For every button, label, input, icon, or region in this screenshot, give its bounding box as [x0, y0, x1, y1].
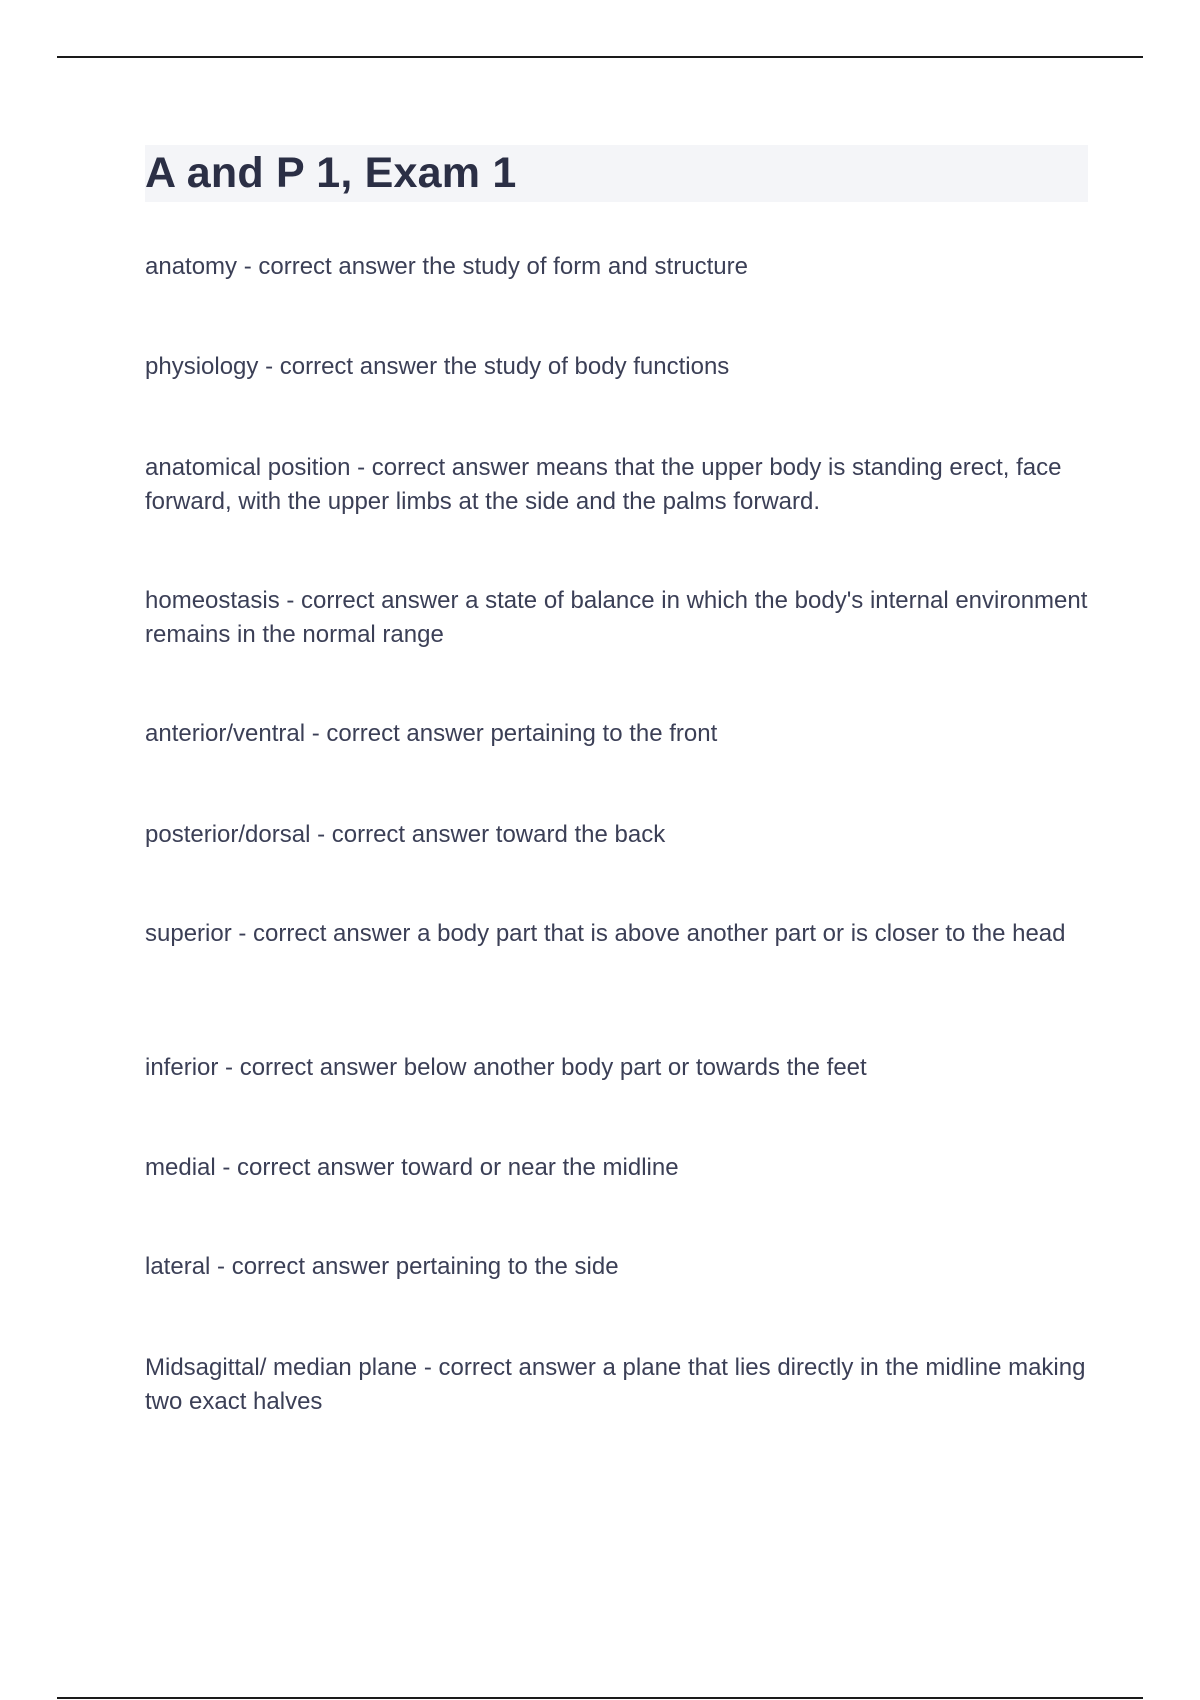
flashcard-entry: physiology - correct answer the study of body functions	[145, 353, 730, 380]
flashcard-entry: homeostasis - correct answer a state of balance in which the body's internal environment remains in the normal range	[145, 587, 1088, 648]
flashcard-entry: anterior/ventral - correct answer pertaining to the front	[145, 720, 718, 747]
flashcard-entry: inferior - correct answer below another body part or towards the feet	[145, 1054, 867, 1081]
document-title: A and P 1, Exam 1	[145, 149, 517, 197]
flashcard-entry: Midsagittal/ median plane - correct answer a plane that lies directly in the midline making two exact halves	[145, 1354, 1086, 1415]
flashcard-entry: anatomy - correct answer the study of form and structure	[145, 253, 748, 280]
flashcard-entry: medial - correct answer toward or near the midline	[145, 1154, 679, 1181]
top-rule	[57, 56, 1143, 58]
flashcard-entry: lateral - correct answer pertaining to the side	[145, 1253, 619, 1280]
flashcard-entry: posterior/dorsal - correct answer toward the back	[145, 821, 666, 848]
flashcard-entry: anatomical position - correct answer means that the upper body is standing erect, face forward, with the upper limbs at the side and the palms forward.	[145, 454, 1062, 515]
flashcard-entry: superior - correct answer a body part that is above another part or is closer to the head	[145, 920, 1066, 947]
bottom-rule	[57, 1697, 1143, 1699]
